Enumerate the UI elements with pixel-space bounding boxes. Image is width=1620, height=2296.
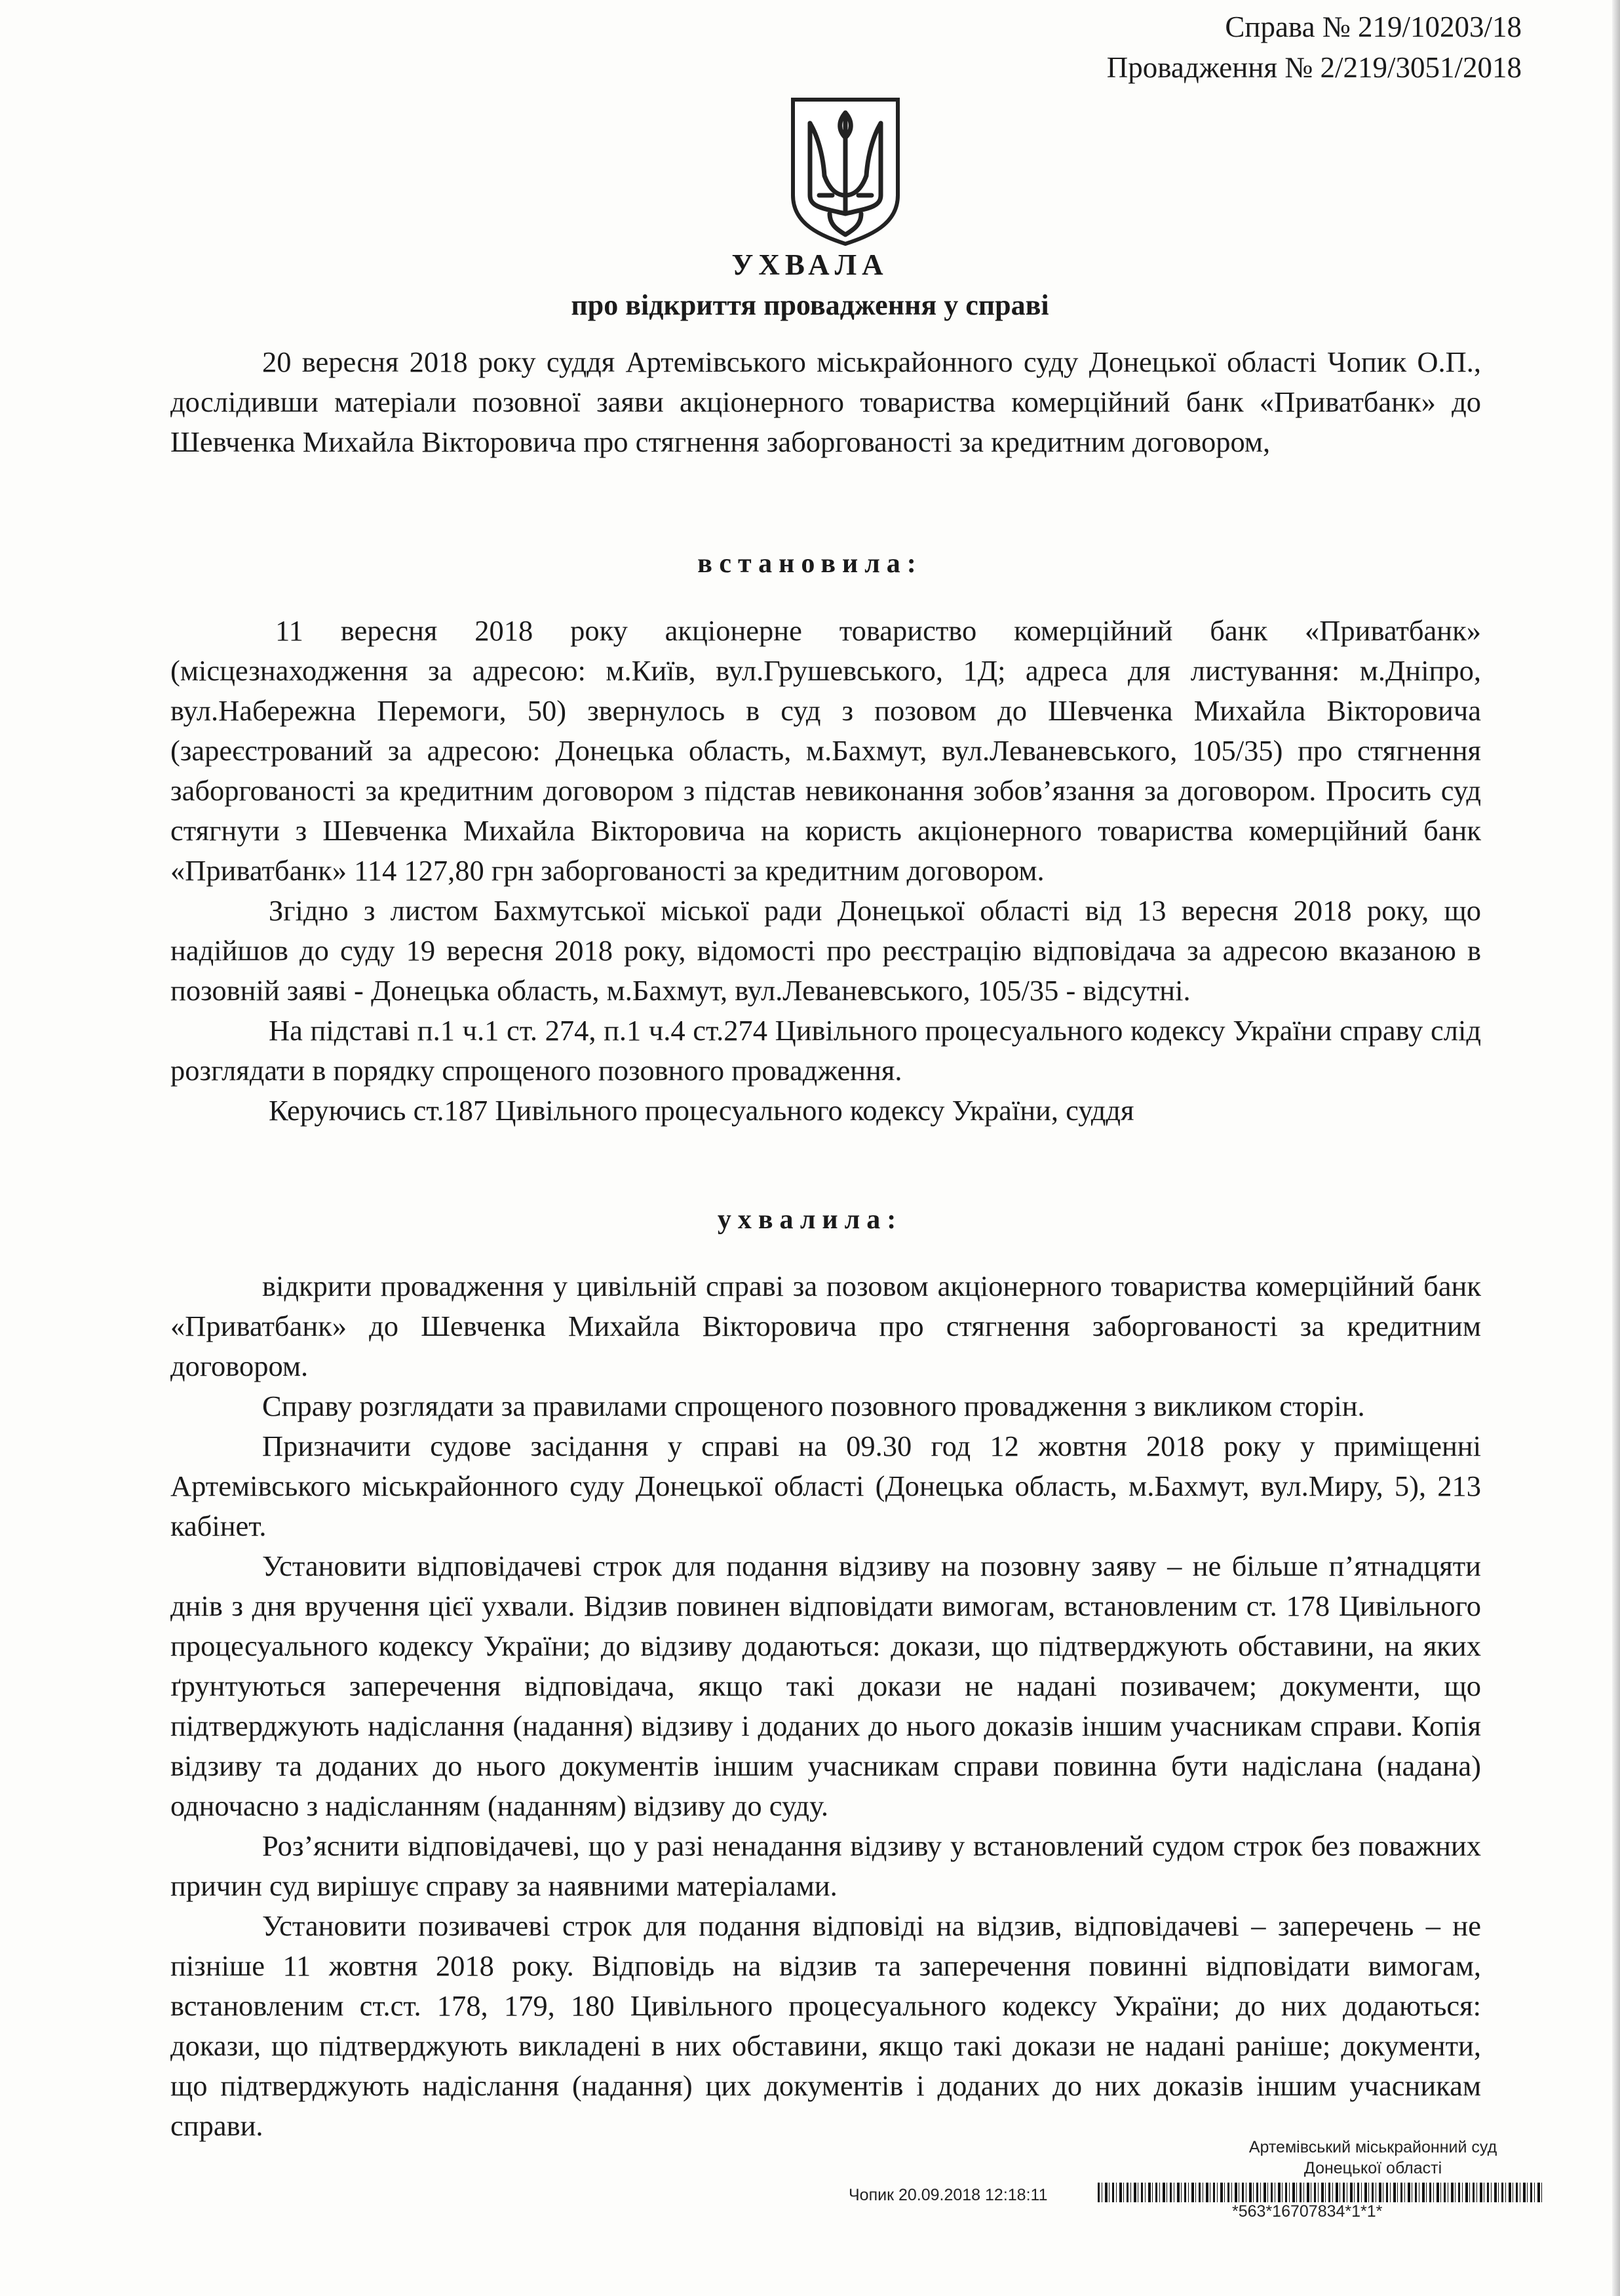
document-subtitle: про відкриття провадження у справі: [571, 289, 1049, 321]
resolved-paragraph-6: Установити позивачеві строк для подання відповіді на відзив, відповідачеві – заперечень – не пізніше 11 жовтня 2018 року. Відповідь на відзив та заперечення повинні відповідати вимогам, встановленим ст.ст. 178, 179, 180 Цивільного процесуального кодексу України; до них додаються: докази, що підтверджують викладені в них обставини, якщо такі докази не надані раніше; документи, що підтверджують надіслання (надання) цих документів і доданих до них доказів іншим учасникам справи.: [170, 1909, 1481, 2142]
court-stamp-line-2: Донецької області: [1303, 2159, 1442, 2177]
document-title: УХВАЛА: [731, 248, 889, 281]
established-paragraph-1: 11 вересня 2018 року акціонерне товариство комерційний банк «Приватбанк» (місцезнаходження за адресою: м.Київ, вул.Грушевського, 1Д; адреса для листування: м.Дніпро, вул.Набережна Перемоги, 50) звернулось в суд з позовом до Шевченка Михайла Вікторовича (зареєстрований за адресою: Донецька область, м.Бахмут, вул.Леваневського, 105/35) про стягнення заборгованості за кредитним договором з підстав невиконання зобов’язання за договором. Просить суд стягнути з Шевченка Михайла Вікторовича на користь акціонерного товариства комерційний банк «Приватбанк» 114 127,80 грн заборгованості за кредитним договором.: [170, 614, 1481, 887]
case-number: Справа № 219/10203/18: [1225, 10, 1522, 43]
established-block: [170, 611, 1481, 1131]
proceeding-number: Провадження № 2/219/3051/2018: [1106, 51, 1522, 84]
court-stamp: [1176, 2137, 1570, 2179]
case-reference: [1107, 7, 1522, 88]
resolved-block: [170, 1266, 1481, 2146]
established-paragraph-2: Згідно з листом Бахмутської міської ради Донецької області від 13 вересня 2018 року, що надійшов до суду 19 вересня 2018 року, відомості про реєстрацію відповідача за адресою вказаною в позовній заяві - Донецька область, м.Бахмут, вул.Леваневського, 105/35 - відсутні.: [170, 894, 1481, 1007]
scan-edge: [1612, 0, 1620, 2296]
resolved-paragraph-5: Роз’яснити відповідачеві, що у разі ненадання відзиву у встановлений судом строк без поважних причин суд вирішує справу за наявними матеріалами.: [170, 1829, 1481, 1902]
resolved-paragraph-3: Призначити судове засідання у справі на 09.30 год 12 жовтня 2018 року у приміщенні Артемівського міськрайонного суду Донецької області (Донецька область, м.Бахмут, вул.Миру, 5), 213 кабінет.: [170, 1430, 1481, 1542]
ukraine-trident-icon: [790, 97, 900, 246]
barcode-text: *563*16707834*1*1*: [1232, 2202, 1383, 2221]
intro-paragraph: 20 вересня 2018 року суддя Артемівського міськрайонного суду Донецької області Чопик О.П., дослідивши матеріали позовної заяви акціонерного товариства комерційний банк «Приватбанк» до Шевченка Михайла Вікторовича про стягнення заборгованості за кредитним договором,: [170, 345, 1481, 458]
established-paragraph-4: Керуючись ст.187 Цивільного процесуального кодексу України, суддя: [269, 1094, 1134, 1127]
resolved-paragraph-4: Установити відповідачеві строк для подання відзиву на позовну заяву – не більше п’ятнадцяти днів з дня вручення цієї ухвали. Відзив повинен відповідати вимогам, встановленим ст. 178 Цивільного процесуального кодексу України; до відзиву додаються: докази, що підтверджують обставини, на яких ґрунтуються заперечення відповідача, якщо такі докази не надані позивачем; документи, що підтверджують надіслання (надання) відзиву і доданих до нього доказів іншим учасникам справи. Копія відзиву та доданих до нього документів іншим учасникам справи повинна бути надіслана (надана) одночасно з надісланням (наданням) відзиву до суду.: [170, 1549, 1481, 1822]
established-paragraph-3: На підставі п.1 ч.1 ст. 274, п.1 ч.4 ст.274 Цивільного процесуального кодексу України справу слід розглядати в порядку спрощеного позовного провадження.: [170, 1014, 1481, 1087]
resolved-paragraph-1: відкрити провадження у цивільній справі за позовом акціонерного товариства комерційний банк «Приватбанк» до Шевченка Михайла Вікторовича про стягнення заборгованості за кредитним договором.: [170, 1270, 1481, 1382]
court-stamp-line-1: Артемівський міськрайонний суд: [1248, 2138, 1497, 2156]
resolved-paragraph-2: Справу розглядати за правилами спрощеного позовного провадження з викликом сторін.: [262, 1390, 1365, 1422]
section-established-title: встановила:: [697, 549, 923, 579]
signature-stamp: Чопик 20.09.2018 12:18:11: [849, 2186, 1048, 2204]
section-resolved-title: ухвалила:: [717, 1205, 903, 1235]
barcode: [1098, 2183, 1543, 2202]
intro-block: [170, 342, 1481, 462]
